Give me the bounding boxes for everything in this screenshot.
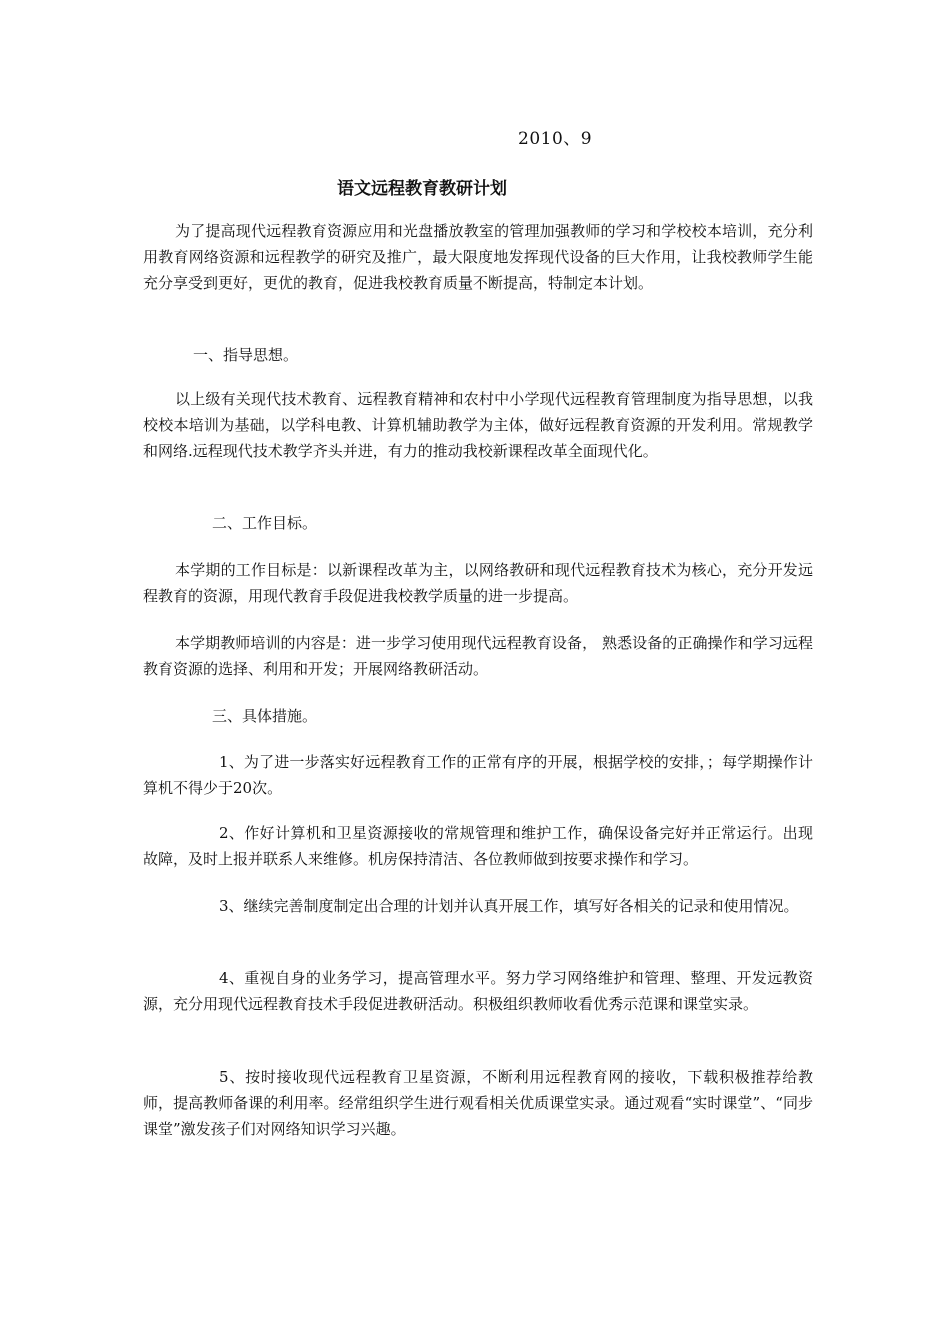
teacher-training-paragraph: 本学期教师培训的内容是：进一步学习使用现代远程教育设备， 熟悉设备的正确操作和学习远程教育资源的选择、利用和开发；开展网络教研活动。 xyxy=(143,634,813,678)
measure-item: 3、继续完善制度制定出合理的计划并认真开展工作，填写好各相关的记录和使用情况。 xyxy=(219,897,799,915)
measure-item: 5、按时接收现代远程教育卫星资源，不断利用远程教育网的接收，下载积极推荐给教师，提高教师备课的利用率。经常组织学生进行观看相关优质课堂实录。通过观看“实时课堂”、“同步课堂”激发孩子们对网络知识学习兴趣。 xyxy=(143,1068,813,1138)
measure-item: 4、重视自身的业务学习，提高管理水平。努力学习网络维护和管理、整理、开发远教资源，充分用现代远程教育技术手段促进教研活动。积极组织教师收看优秀示范课和课堂实录。 xyxy=(143,969,813,1013)
section-heading-guiding-ideology: 一、指导思想。 xyxy=(193,346,299,364)
guiding-ideology-paragraph: 以上级有关现代技术教育、远程教育精神和农村中小学现代远程教育管理制度为指导思想，以我校校本培训为基础，以学科电教、计算机辅助教学为主体，做好远程教育资源的开发利用。常规教学和网络.远程现代技术教学齐头并进，有力的推动我校新课程改革全面现代化。 xyxy=(143,390,813,460)
section-heading-specific-measures: 三、具体措施。 xyxy=(212,707,318,725)
section-heading-work-goals: 二、工作目标。 xyxy=(212,514,318,532)
work-goals-paragraph: 本学期的工作目标是：以新课程改革为主，以网络教研和现代远程教育技术为核心，充分开发远程教育的资源，用现代教育手段促进我校教学质量的进一步提高。 xyxy=(143,561,813,605)
measure-item: 1、为了进一步落实好远程教育工作的正常有序的开展，根据学校的安排，；每学期操作计算机不得少于20次。 xyxy=(143,753,813,797)
document-title: 语文远程教育教研计划 xyxy=(337,179,507,199)
intro-paragraph: 为了提高现代远程教育资源应用和光盘播放教室的管理加强教师的学习和学校校本培训，充分利用教育网络资源和远程教学的研究及推广，最大限度地发挥现代设备的巨大作用，让我校教师学生能充分享受到更好，更优的教育，促进我校教育质量不断提高，特制定本计划。 xyxy=(143,222,813,292)
document-date: 2010、9 xyxy=(518,129,593,149)
measure-item: 2、作好计算机和卫星资源接收的常规管理和维护工作，确保设备完好并正常运行。出现故障，及时上报并联系人来维修。机房保持清洁、各位教师做到按要求操作和学习。 xyxy=(143,824,813,868)
